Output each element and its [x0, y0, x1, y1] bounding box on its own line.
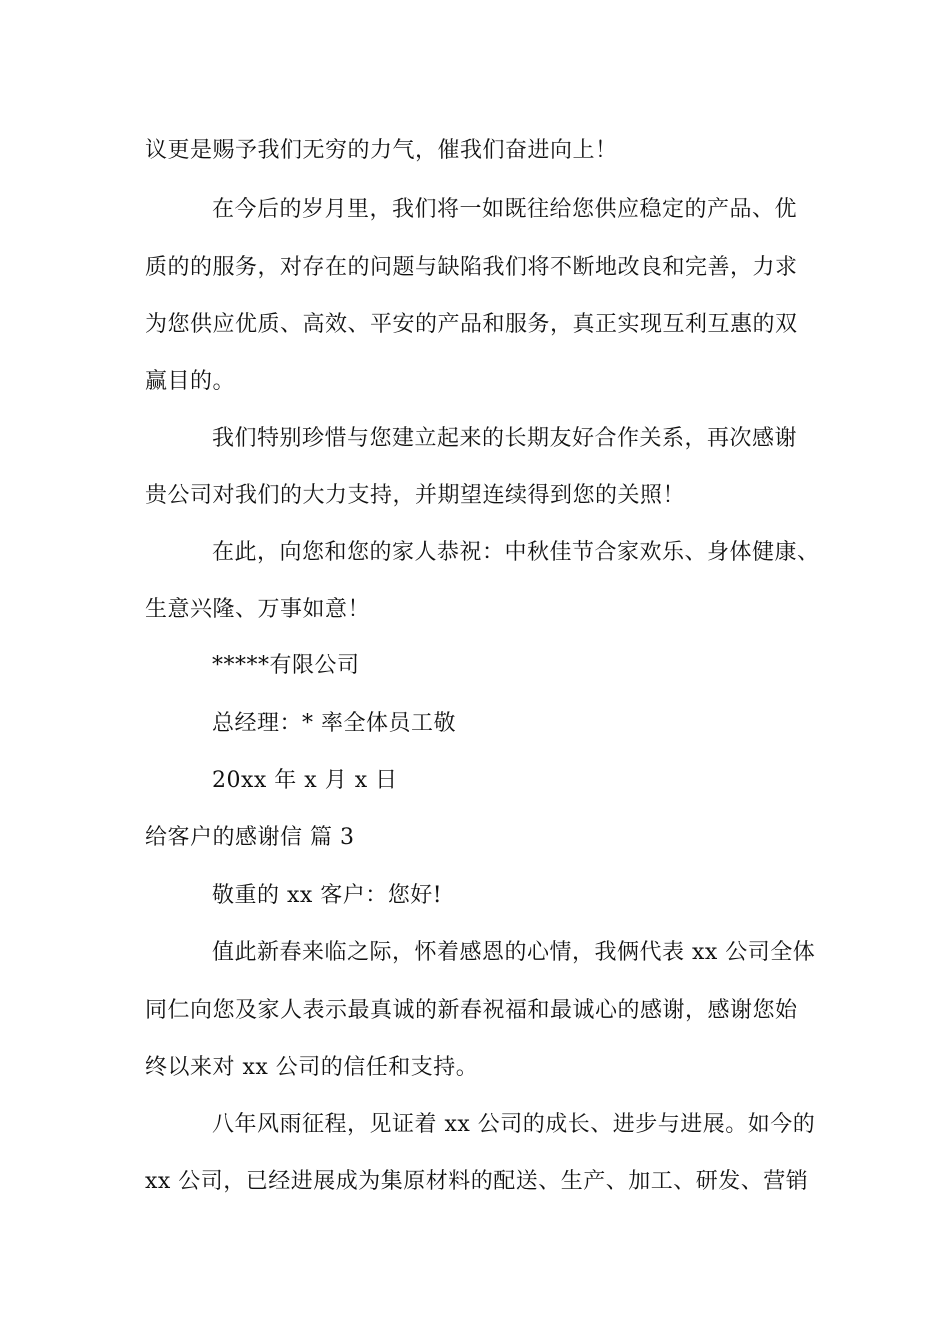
signature-date: 20xx 年 x 月 x 日: [212, 768, 398, 793]
paragraph-line: xx 公司，已经进展成为集原材料的配送、生产、加工、研发、营销: [145, 1169, 809, 1194]
paragraph-line: 同仁向您及家人表示最真诚的新春祝福和最诚心的感谢，感谢您始: [145, 998, 798, 1023]
paragraph-line: 为您供应优质、高效、平安的产品和服务，真正实现互利互惠的双: [145, 312, 798, 337]
paragraph-line: 议更是赐予我们无穷的力气，催我们奋进向上！: [145, 138, 618, 163]
paragraph-line: 生意兴隆、万事如意！: [145, 597, 371, 622]
paragraph-line: 在此，向您和您的家人恭祝：中秋佳节合家欢乐、身体健康、: [212, 540, 820, 565]
greeting-line: 敬重的 xx 客户：您好!: [212, 883, 443, 908]
paragraph-line: 我们特别珍惜与您建立起来的长期友好合作关系，再次感谢: [212, 426, 798, 451]
paragraph-line: 质的的服务，对存在的问题与缺陷我们将不断地改良和完善，力求: [145, 255, 798, 280]
paragraph-line: 终以来对 xx 公司的信任和支持。: [145, 1055, 479, 1080]
signature-company: *****有限公司: [212, 653, 360, 678]
section-heading: 给客户的感谢信 篇 3: [145, 825, 355, 850]
paragraph-line: 八年风雨征程，见证着 xx 公司的成长、进步与进展。如今的: [212, 1112, 816, 1137]
paragraph-line: 贵公司对我们的大力支持，并期望连续得到您的关照！: [145, 483, 686, 508]
signature-manager: 总经理：* 率全体员工敬: [212, 711, 456, 736]
paragraph-line: 赢目的。: [145, 369, 236, 394]
paragraph-line: 值此新春来临之际，怀着感恩的心情，我俩代表 xx 公司全体: [212, 940, 816, 965]
paragraph-line: 在今后的岁月里，我们将一如既往给您供应稳定的产品、优: [212, 197, 798, 222]
